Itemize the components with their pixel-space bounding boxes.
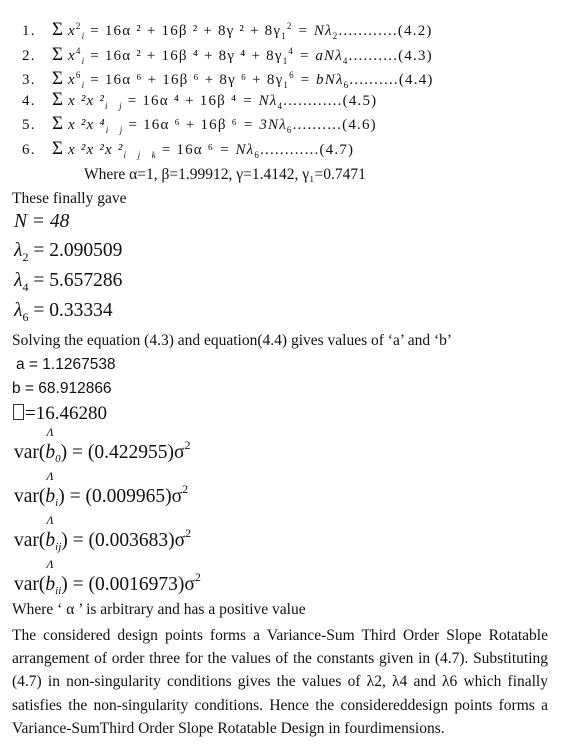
- variance-coefficient: b: [45, 486, 56, 507]
- sigma-symbol: Σ: [52, 68, 64, 90]
- where-alpha-line: Where ‘ α ’ is arbitrary and has a positive value: [12, 601, 306, 618]
- solving-equations-line: Solving the equation (4.3) and equation(4.4) gives values of ‘a’ and ‘b’: [12, 332, 453, 349]
- variance-value: ) = (0.0016973)σ: [61, 574, 195, 595]
- equation-lhs-sub: i j: [105, 125, 124, 136]
- equation-row: [22, 137, 562, 162]
- value-lambda4: [14, 270, 122, 295]
- variance-bij: [14, 513, 192, 553]
- equation-number: 6.: [22, 141, 36, 158]
- lambda-subscript: 6: [22, 309, 29, 324]
- equation-rhs: = 16α ⁶: [161, 141, 215, 158]
- variance-value: ) = (0.422955)σ: [60, 442, 185, 463]
- variance-subscript: ii: [55, 585, 62, 597]
- lambda-symbol: λ: [14, 270, 23, 291]
- variance-bi: [14, 469, 189, 509]
- variance-prefix: var(: [14, 574, 46, 595]
- equation-row: [22, 39, 562, 64]
- equation-lhs: x ²x ²: [68, 92, 106, 109]
- conclusion-paragraph: The considered design points forms a Variance-Sum Third Order Slope Rotatable arrangement of order three for the values of the constants given in (4.7). Substituting (4.7) in non-singularity conditions gives the values of λ2, λ4 and λ6 which finally satisfies the non-singularity conditions. Hence the considereddesign points forms a Variance-SumThird Order Slope Rotatable Design in fourdimensions.: [12, 627, 548, 737]
- equation-result-sub: 4: [342, 55, 349, 66]
- variance-prefix: var(: [14, 486, 46, 507]
- variance-subscript: i: [55, 497, 59, 509]
- equation-rhs: = 16α ² + 16β ⁴ + 8γ ⁴ + 8γ: [90, 47, 283, 64]
- equation-number: 3.: [22, 72, 36, 89]
- hat-icon: Λ: [46, 469, 54, 483]
- sigma-symbol: Σ: [52, 88, 64, 110]
- equation-tag: ..........(4.6): [292, 117, 377, 134]
- equation-tag: ..........(4.4): [349, 72, 434, 89]
- equation-tag: ............(4.5): [283, 92, 378, 109]
- lambda-subscript: 2: [22, 249, 29, 264]
- equation-lhs-exp: 2: [75, 21, 82, 31]
- variance-subscript: 0: [55, 453, 61, 465]
- variance-prefix: var(: [14, 530, 46, 551]
- hat-icon: Λ: [46, 513, 54, 527]
- equation-lhs: x ²x ²x ²: [68, 141, 124, 158]
- equation-row: [22, 63, 562, 91]
- sigma-symbol: Σ: [52, 43, 64, 65]
- b-value: b = 68.912866: [12, 380, 112, 397]
- equation-lhs-sub: i j k: [123, 149, 157, 160]
- sigma-symbol: Σ: [52, 19, 64, 40]
- these-finally-gave: These finally gave: [12, 190, 127, 207]
- equation-rhs-exp: 6: [289, 70, 295, 81]
- missing-glyph-box-icon: [13, 404, 24, 420]
- equation-rhs: = 16α ² + 16β ² + 8γ ² + 8γ: [90, 23, 282, 39]
- variance-superscript: 2: [182, 482, 189, 496]
- equation-number: 2.: [22, 47, 36, 64]
- value-lambda6: [14, 300, 113, 325]
- equation-rhs: = 16α ⁶ + 16β ⁶: [128, 117, 239, 134]
- lambda-value: = 2.090509: [28, 240, 123, 261]
- equation-result: = bNλ: [299, 72, 344, 89]
- lambda-symbol: λ: [14, 240, 23, 261]
- hat-icon: Λ: [46, 425, 54, 439]
- equation-lhs: x: [68, 23, 76, 39]
- equation-row: [22, 88, 562, 113]
- lambda-value: = 5.657286: [28, 270, 123, 291]
- variance-superscript: 2: [194, 570, 201, 584]
- lambda-symbol: λ: [14, 300, 23, 321]
- sigma-symbol: Σ: [52, 113, 64, 135]
- equation-lhs-sub: i: [81, 31, 86, 41]
- equation-rhs-sub: 1: [283, 80, 290, 91]
- equation-lhs: x ²x ⁴: [68, 117, 106, 134]
- where-constants-line: Where α=1, β=1.99912, γ=1.4142, γ₁=0.7471: [84, 166, 366, 183]
- equation-number: 1.: [22, 23, 36, 39]
- hat-icon: Λ: [46, 557, 54, 571]
- a-value: a = 1.1267538: [16, 356, 116, 373]
- variance-value: ) = (0.003683)σ: [61, 530, 186, 551]
- equation-lhs: x: [68, 72, 76, 89]
- variance-bii: [14, 557, 201, 597]
- equation-tag: ............(4.7): [260, 141, 355, 158]
- variance-superscript: 2: [184, 438, 191, 452]
- lambda-subscript: 4: [22, 279, 29, 294]
- variance-b0: [14, 425, 191, 465]
- equation-number: 5.: [22, 117, 36, 134]
- equation-lhs: x: [68, 47, 76, 64]
- equation-lhs-exp: 6: [75, 70, 82, 81]
- value-n-text: N = 48: [14, 211, 70, 232]
- equation-list: [22, 14, 562, 162]
- equation-lhs-sub: i j: [105, 100, 123, 111]
- equation-result-sub: 2: [332, 31, 339, 41]
- equation-tag: ..........(4.3): [348, 47, 433, 64]
- equation-rhs: = 16α ⁴ + 16β ⁴: [127, 92, 238, 109]
- equation-result: = 3Nλ: [243, 117, 287, 134]
- equation-tag: ............(4.2): [338, 23, 433, 39]
- equation-number: 4.: [22, 92, 36, 109]
- variance-coefficient: b: [45, 442, 56, 463]
- equation-row: [22, 14, 562, 39]
- equation-result-sub: 6: [343, 80, 350, 91]
- equation-result: = aNλ: [299, 47, 343, 64]
- equation-rhs-exp: 2: [286, 21, 293, 31]
- equation-rhs-sub: 1: [281, 31, 287, 41]
- value-n: [14, 211, 69, 233]
- equation-lhs-exp: 4: [75, 45, 82, 56]
- equation-result: = Nλ: [297, 23, 333, 39]
- equation-lhs-sub: i: [81, 80, 86, 91]
- variance-subscript: ij: [55, 541, 62, 553]
- variance-prefix: var(: [14, 442, 46, 463]
- variance-coefficient: b: [45, 574, 56, 595]
- lambda-value: = 0.33334: [28, 300, 113, 321]
- sigma-symbol: Σ: [52, 137, 64, 159]
- equation-result-sub: 4: [277, 100, 284, 111]
- equation-result: = Nλ: [219, 141, 255, 158]
- variance-value: ) = (0.009965)σ: [58, 486, 183, 507]
- equation-result-sub: 6: [254, 149, 261, 160]
- variance-coefficient: b: [45, 530, 56, 551]
- equation-result-sub: 6: [286, 125, 293, 136]
- variance-superscript: 2: [185, 526, 192, 540]
- equation-rhs-exp: 4: [288, 45, 295, 56]
- equation-result: = Nλ: [242, 92, 278, 109]
- equation-row: [22, 112, 562, 137]
- value-lambda2: [14, 240, 122, 265]
- equation-lhs-sub: i: [81, 55, 86, 66]
- missing-glyph-value-text: =16.46280: [25, 403, 107, 424]
- equation-rhs: = 16α ⁶ + 16β ⁶ + 8γ ⁶ + 8γ: [90, 72, 284, 89]
- equation-rhs-sub: 1: [282, 55, 289, 66]
- missing-glyph-value: [13, 403, 107, 425]
